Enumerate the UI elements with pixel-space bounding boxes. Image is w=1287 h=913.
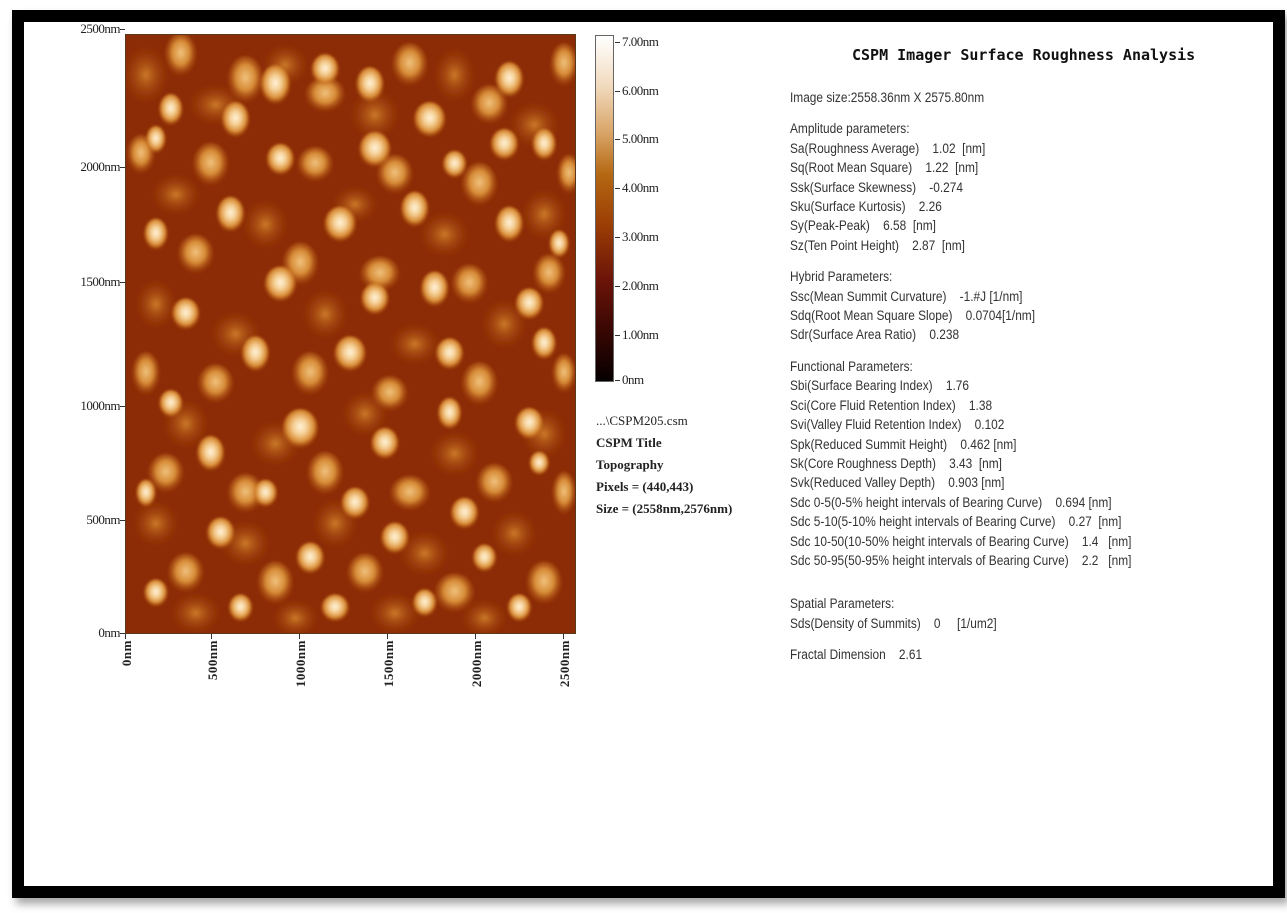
param-spk: Spk(Reduced Summit Height) 0.462 [nm] <box>790 436 1017 452</box>
param-sdc-10-50: Sdc 10-50(10-50% height intervals of Bearing Curve) 1.4 [nm] <box>790 533 1132 549</box>
colorbar-tick-5: 5.00nm <box>622 131 659 146</box>
file-size: Size = (2558nm,2576nm) <box>596 501 733 516</box>
image-size: Image size:2558.36nm X 2575.80nm <box>790 90 985 105</box>
param-ssk: Ssk(Surface Skewness) -0.274 <box>790 179 964 195</box>
x-tick-2000: 2000nm <box>469 640 487 710</box>
param-ssc: Ssc(Mean Summit Curvature) -1.#J [1/nm] <box>790 288 1023 304</box>
functional-heading: Functional Parameters: <box>790 358 913 374</box>
x-tick-0: 0nm <box>119 640 137 710</box>
y-tick-1000: 1000nm <box>50 398 120 414</box>
x-tick-500: 500nm <box>205 640 223 710</box>
afm-topography-image <box>125 34 576 634</box>
param-sa: Sa(Roughness Average) 1.02 [nm] <box>790 140 986 156</box>
fractal-dimension: Fractal Dimension 2.61 <box>790 647 923 663</box>
colorbar <box>595 35 614 382</box>
colorbar-tick-0: 0nm <box>622 372 644 387</box>
colorbar-tick-1: 1.00nm <box>622 327 659 342</box>
x-tick-1000: 1000nm <box>293 640 311 710</box>
amplitude-heading: Amplitude parameters: <box>790 121 910 137</box>
param-sz: Sz(Ten Point Height) 2.87 [nm] <box>790 237 965 253</box>
param-sci: Sci(Core Fluid Retention Index) 1.38 <box>790 397 993 413</box>
param-sbi: Sbi(Surface Bearing Index) 1.76 <box>790 378 969 394</box>
param-sq: Sq(Root Mean Square) 1.22 [nm] <box>790 160 979 176</box>
file-mode: Topography <box>596 457 664 472</box>
param-sy: Sy(Peak-Peak) 6.58 [nm] <box>790 218 936 234</box>
param-sku: Sku(Surface Kurtosis) 2.26 <box>790 199 942 215</box>
roughness-report <box>790 88 1131 665</box>
x-tick-2500: 2500nm <box>557 640 575 710</box>
hybrid-heading: Hybrid Parameters: <box>790 269 893 285</box>
report-title: CSPM Imager Surface Roughness Analysis <box>852 46 1196 64</box>
colorbar-tick-6: 6.00nm <box>622 83 659 98</box>
param-sdr: Sdr(Surface Area Ratio) 0.238 <box>790 327 960 343</box>
spatial-heading: Spatial Parameters: <box>790 596 895 612</box>
colorbar-tick-2: 2.00nm <box>622 278 659 293</box>
colorbar-tick-4: 4.00nm <box>622 180 659 195</box>
param-sds: Sds(Density of Summits) 0 [1/um2] <box>790 615 997 631</box>
param-sdc-5-10: Sdc 5-10(5-10% height intervals of Bearing Curve) 0.27 [nm] <box>790 514 1122 530</box>
y-tick-0: 0nm <box>50 625 120 641</box>
param-sdc-50-95: Sdc 50-95(50-95% height intervals of Bearing Curve) 2.2 [nm] <box>790 552 1132 568</box>
file-title: CSPM Title <box>596 435 662 450</box>
y-tick-1500: 1500nm <box>50 274 120 290</box>
y-tick-2500: 2500nm <box>50 21 120 37</box>
y-tick-2000: 2000nm <box>50 159 120 175</box>
colorbar-tick-7: 7.00nm <box>622 34 659 49</box>
param-sk: Sk(Core Roughness Depth) 3.43 [nm] <box>790 455 1002 471</box>
file-info <box>596 410 732 520</box>
param-sdc-0-5: Sdc 0-5(0-5% height intervals of Bearing Curve) 0.694 [nm] <box>790 494 1112 510</box>
file-pixels: Pixels = (440,443) <box>596 479 694 494</box>
param-svi: Svi(Valley Fluid Retention Index) 0.102 <box>790 417 1005 433</box>
y-tick-500: 500nm <box>50 512 120 528</box>
afm-grain-pattern <box>126 35 575 633</box>
x-tick-1500: 1500nm <box>381 640 399 710</box>
file-name: ...\CSPM205.csm <box>596 413 688 428</box>
colorbar-tick-3: 3.00nm <box>622 229 659 244</box>
param-svk: Svk(Reduced Valley Depth) 0.903 [nm] <box>790 475 1005 491</box>
param-sdq: Sdq(Root Mean Square Slope) 0.0704[1/nm] <box>790 308 1036 324</box>
